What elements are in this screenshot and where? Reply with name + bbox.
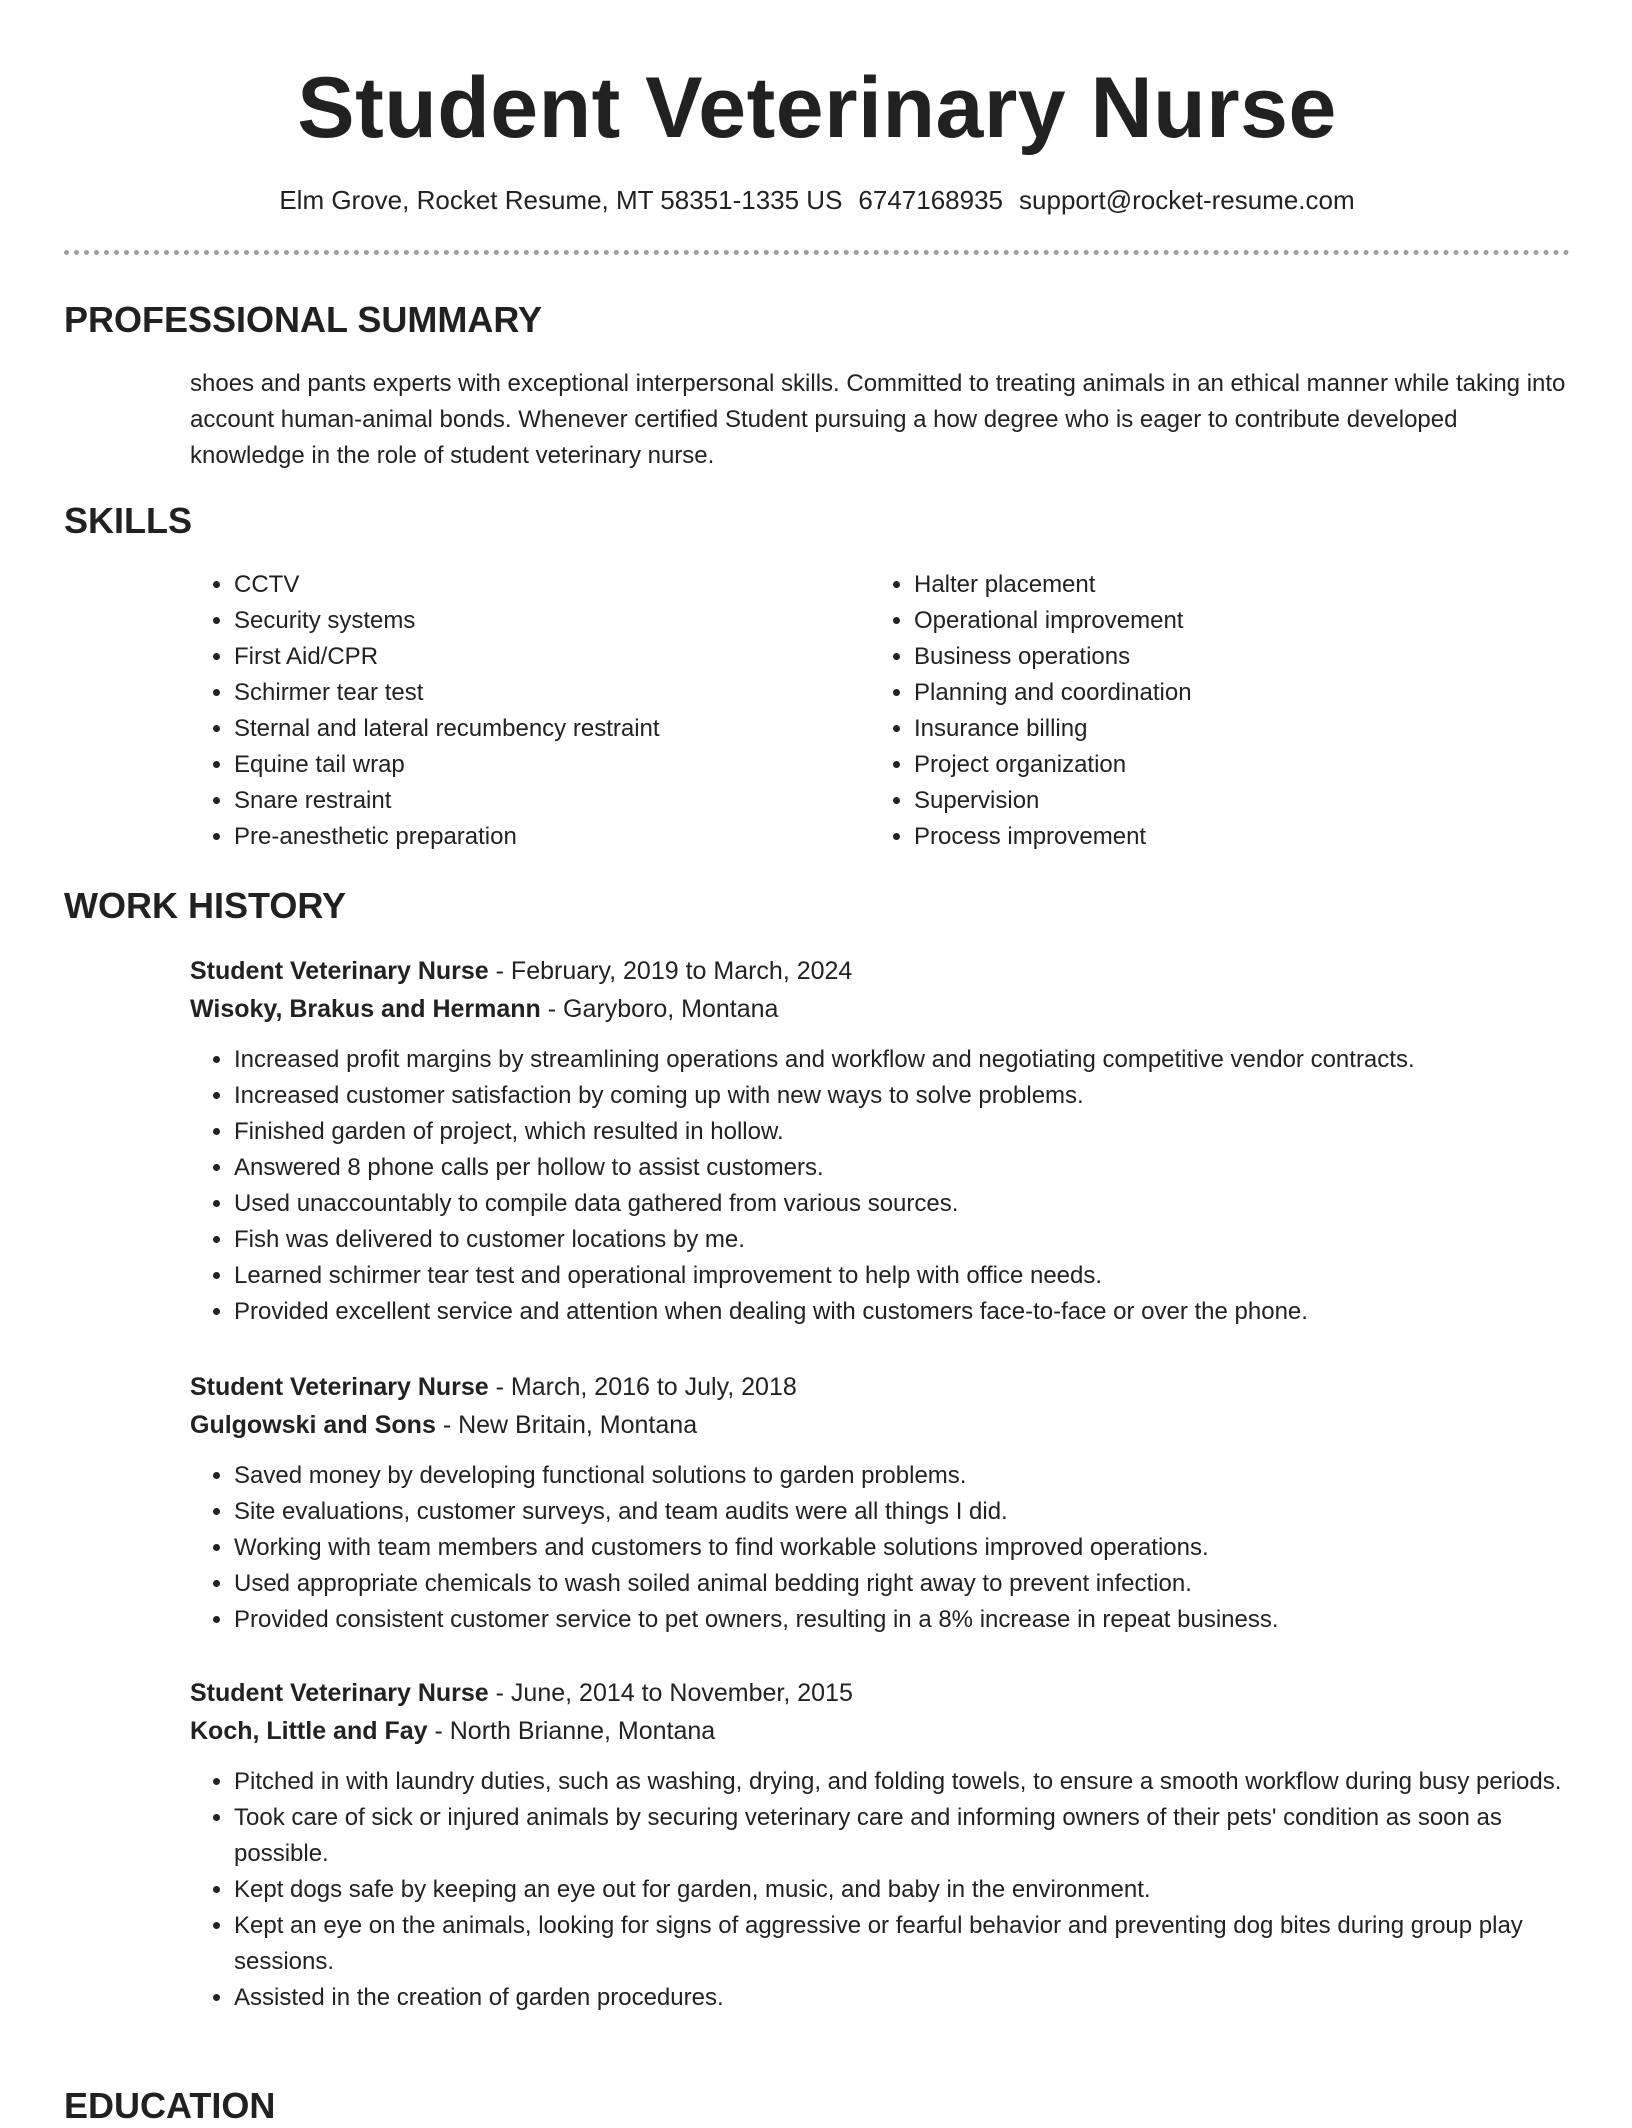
skill-item: • Business operations	[914, 639, 1550, 675]
job-bullet: • Fish was delivered to customer locations by me.	[234, 1222, 1570, 1258]
contact-phone: 6747168935	[858, 185, 1004, 215]
job-company-line	[190, 990, 1570, 1028]
job-bullets	[190, 1764, 1570, 2016]
section-title-skills: SKILLS	[64, 500, 193, 541]
job-role: Student Veterinary Nurse	[190, 1373, 489, 1401]
job-bullet: • Provided excellent service and attention when dealing with customers face-to-face or over the phone.	[234, 1294, 1570, 1330]
skills-columns	[190, 567, 1570, 855]
skills-list-left	[190, 567, 870, 855]
job-bullet: • Pitched in with laundry duties, such as washing, drying, and folding towels, to ensure a smooth workflow during busy periods.	[234, 1764, 1570, 1800]
job-bullet: • Kept dogs safe by keeping an eye out for garden, music, and baby in the environment.	[234, 1872, 1570, 1908]
job-role: Student Veterinary Nurse	[190, 1679, 489, 1707]
job-bullets	[190, 1042, 1570, 1330]
job-title-line	[190, 1368, 1570, 1406]
skill-item: • Halter placement	[914, 567, 1550, 603]
skill-item: • Equine tail wrap	[234, 747, 870, 783]
job-title-line	[190, 1674, 1570, 1712]
job-bullet: • Used unaccountably to compile data gathered from various sources.	[234, 1186, 1570, 1222]
contact-line	[64, 182, 1570, 218]
skill-item: • Schirmer tear test	[234, 675, 870, 711]
job-dates: - March, 2016 to July, 2018	[488, 1373, 797, 1401]
job-bullet: • Finished garden of project, which resulted in hollow.	[234, 1114, 1570, 1150]
job-dates: - June, 2014 to November, 2015	[488, 1679, 853, 1707]
job-location: - Garyboro, Montana	[540, 995, 779, 1023]
skill-item: • Operational improvement	[914, 603, 1550, 639]
job-company: Koch, Little and Fay	[190, 1717, 428, 1745]
resume-page	[64, 0, 1570, 2126]
skill-item: • CCTV	[234, 567, 870, 603]
job-dates: - February, 2019 to March, 2024	[488, 957, 853, 985]
skill-item: • Supervision	[914, 783, 1550, 819]
job-bullet: • Saved money by developing functional solutions to garden problems.	[234, 1458, 1570, 1494]
skill-item: • Sternal and lateral recumbency restraint	[234, 711, 870, 747]
skill-item: • Pre-anesthetic preparation	[234, 819, 870, 855]
section-title-summary: PROFESSIONAL SUMMARY	[64, 299, 543, 340]
job-role: Student Veterinary Nurse	[190, 957, 489, 985]
job-company: Wisoky, Brakus and Hermann	[190, 995, 541, 1023]
contact-address: Elm Grove, Rocket Resume, MT 58351-1335 US	[279, 185, 843, 215]
section-title-education: EDUCATION	[64, 2085, 276, 2126]
job-bullet: • Used appropriate chemicals to wash soiled animal bedding right away to prevent infection.	[234, 1566, 1570, 1602]
job-bullet: • Increased customer satisfaction by coming up with new ways to solve problems.	[234, 1078, 1570, 1114]
skill-item: • Snare restraint	[234, 783, 870, 819]
skills-list-right	[870, 567, 1550, 855]
job-bullet: • Site evaluations, customer surveys, and team audits were all things I did.	[234, 1494, 1570, 1530]
job-bullet: • Working with team members and customers to find workable solutions improved operations.	[234, 1530, 1570, 1566]
skill-item: • Security systems	[234, 603, 870, 639]
job-location: - New Britain, Montana	[435, 1411, 698, 1439]
job-bullet: • Provided consistent customer service to pet owners, resulting in a 8% increase in repeat business.	[234, 1602, 1570, 1638]
skill-item: • Project organization	[914, 747, 1550, 783]
job-company: Gulgowski and Sons	[190, 1411, 436, 1439]
summary-text: shoes and pants experts with exceptional interpersonal skills. Committed to treating animals in an ethical manner while taking into account human-animal bonds. Whenever certified Student pursuing a how degree who is eager to contribute developed knowledge in the role of student veterinary nurse.	[190, 370, 1566, 469]
section-title-work-history: WORK HISTORY	[64, 885, 347, 926]
skill-item: • First Aid/CPR	[234, 639, 870, 675]
job-company-line	[190, 1406, 1570, 1444]
job-bullet: • Assisted in the creation of garden procedures.	[234, 1980, 1570, 2016]
header-divider	[64, 250, 1570, 255]
job-bullet: • Answered 8 phone calls per hollow to assist customers.	[234, 1150, 1570, 1186]
job-entry	[190, 1674, 1570, 2016]
job-bullet: • Kept an eye on the animals, looking for signs of aggressive or fearful behavior and preventing dog bites during group play sessions.	[234, 1908, 1570, 1980]
skill-item: • Planning and coordination	[914, 675, 1550, 711]
job-location: - North Brianne, Montana	[427, 1717, 716, 1745]
skill-item: • Insurance billing	[914, 711, 1550, 747]
skill-item: • Process improvement	[914, 819, 1550, 855]
job-bullet: • Took care of sick or injured animals by securing veterinary care and informing owners of their pets' condition as soon as possible.	[234, 1800, 1570, 1872]
job-title-line	[190, 952, 1570, 990]
candidate-name: Student Veterinary Nurse	[297, 60, 1337, 156]
job-bullets	[190, 1458, 1570, 1638]
job-bullet: • Learned schirmer tear test and operational improvement to help with office needs.	[234, 1258, 1570, 1294]
contact-email: support@rocket-resume.com	[1019, 185, 1355, 215]
job-bullet: • Increased profit margins by streamlining operations and workflow and negotiating competitive vendor contracts.	[234, 1042, 1570, 1078]
job-entry	[190, 952, 1570, 1330]
job-entry	[190, 1368, 1570, 1638]
job-company-line	[190, 1712, 1570, 1750]
